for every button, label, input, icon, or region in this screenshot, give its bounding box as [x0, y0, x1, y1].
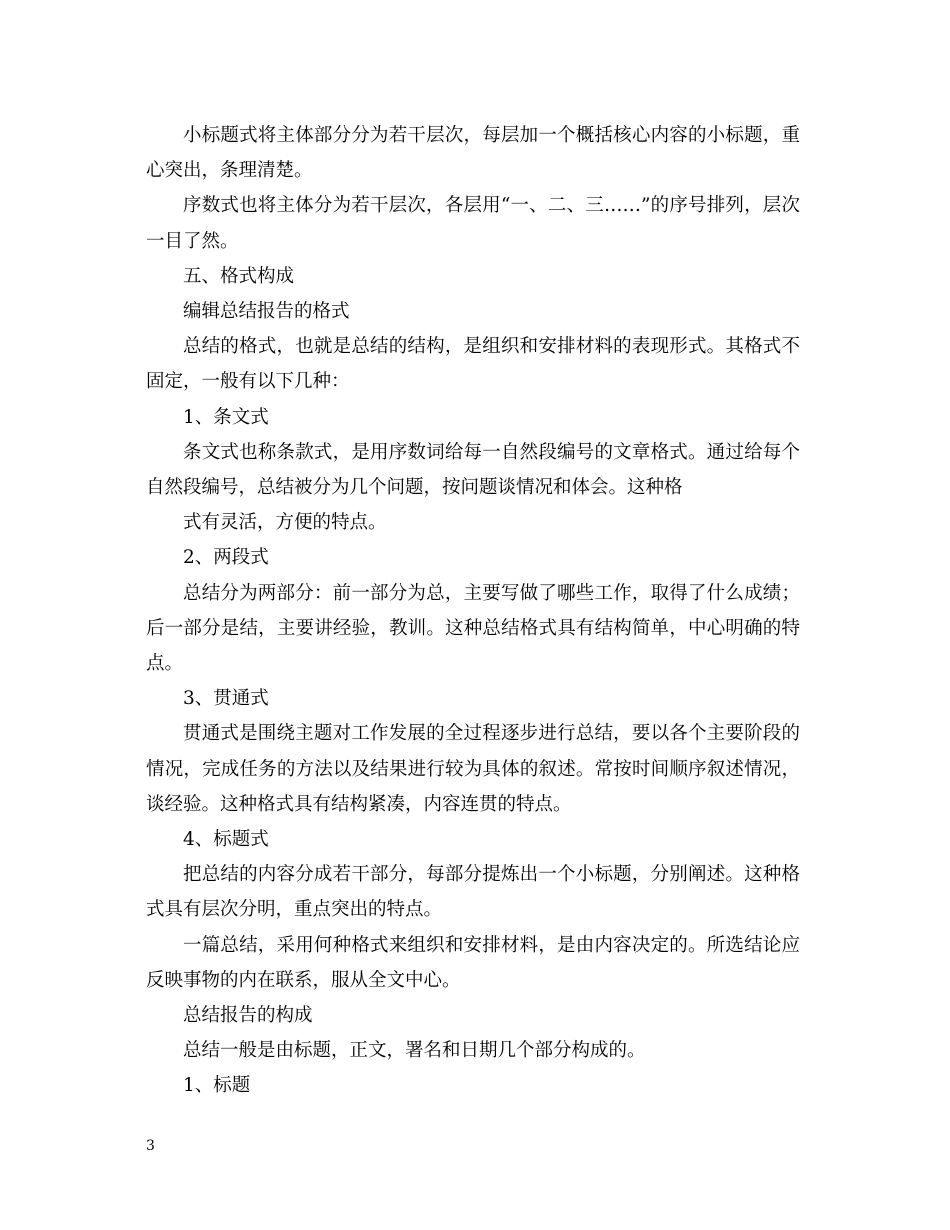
list-heading: 4、标题式: [183, 829, 269, 851]
paragraph: 小标题式将主体部分分为若干层次，每层加一个概括核心内容的小标题，重心突出，条理清楚。: [146, 125, 800, 182]
document-body: [146, 118, 800, 1104]
list-heading: 3、贯通式: [183, 688, 269, 710]
paragraph: 贯通式是围绕主题对工作发展的全过程逐步进行总结，要以各个主要阶段的情况，完成任务的方法以及结果进行较为具体的叙述。常按时间顺序叙述情况，谈经验。这种格式具有结构紧凑，内容连贯的特点。: [146, 723, 800, 815]
section-heading: 五、格式构成: [183, 265, 295, 287]
paragraph: 总结分为两部分：前一部分为总，主要写做了哪些工作，取得了什么成绩；后一部分是结，主要讲经验，教训。这种总结格式具有结构简单，中心明确的特点。: [146, 582, 800, 675]
subheading: 编辑总结报告的格式: [183, 301, 350, 323]
paragraph: 序数式也将主体分为若干层次，各层用“一、二、三……”的序号排列，层次一目了然。: [146, 195, 800, 252]
page-number: 3: [146, 1138, 155, 1154]
list-heading: 2、两段式: [183, 547, 269, 569]
list-heading: 1、条文式: [183, 406, 269, 428]
paragraph: 总结的格式，也就是总结的结构，是组织和安排材料的表现形式。其格式不固定，一般有以下几种：: [146, 336, 800, 393]
paragraph: 式有灵活，方便的特点。: [183, 512, 387, 534]
list-heading: 1、标题: [183, 1075, 251, 1097]
paragraph: 一篇总结，采用何种格式来组织和安排材料，是由内容决定的。所选结论应反映事物的内在联系，服从全文中心。: [146, 934, 800, 991]
paragraph: 把总结的内容分成若干部分，每部分提炼出一个小标题，分别阐述。这种格式具有层次分明，重点突出的特点。: [146, 864, 800, 921]
paragraph: 总结一般是由标题，正文，署名和日期几个部分构成的。: [183, 1040, 646, 1062]
subheading: 总结报告的构成: [183, 1005, 313, 1027]
paragraph: 条文式也称条款式，是用序数词给每一自然段编号的文章格式。通过给每个自然段编号，总结被分为几个问题，按问题谈情况和体会。这种格: [146, 441, 800, 499]
